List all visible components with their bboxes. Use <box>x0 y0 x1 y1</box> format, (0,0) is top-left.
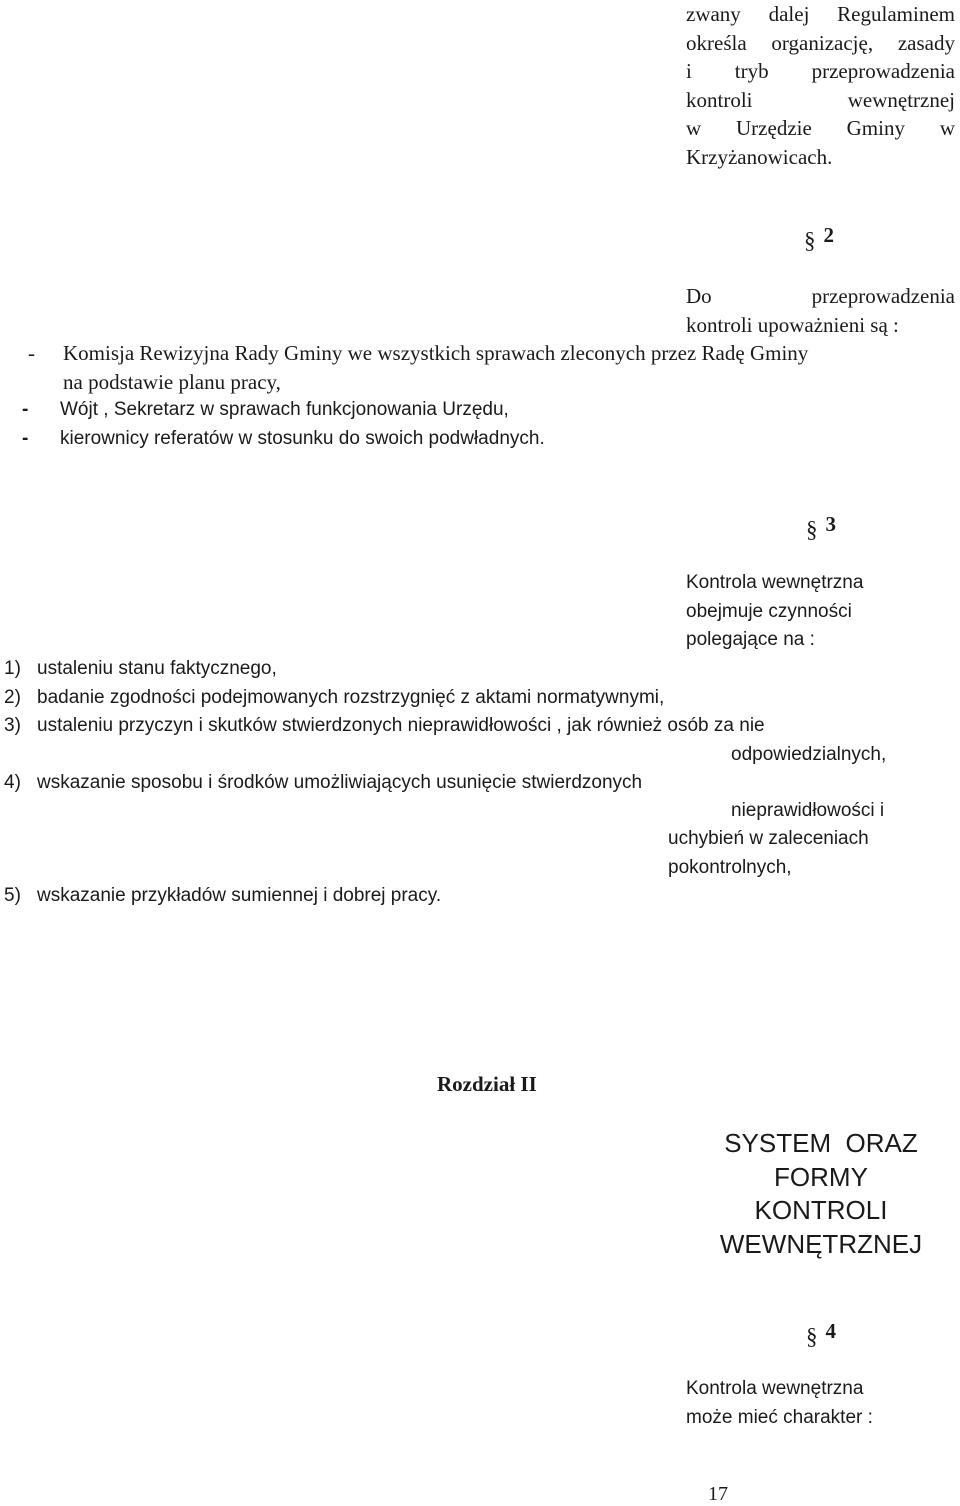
chapter-title-line: KONTROLI <box>754 1195 888 1225</box>
list-number: 2) <box>4 687 21 708</box>
list-dash: - <box>22 428 29 449</box>
lead-line: obejmuje czynności <box>686 600 852 622</box>
chapter-title-line: FORMY <box>774 1161 868 1192</box>
intro-line: zwany dalej Regulaminem <box>686 2 955 26</box>
lead-line: Kontrola wewnętrzna <box>686 1378 864 1399</box>
list-item-text: Komisja Rewizyjna Rady Gminy we wszystkich sprawach zleconych przez Radę Gminy <box>63 341 809 365</box>
section-symbol: § <box>804 228 816 253</box>
section-2-item-2 <box>22 396 952 425</box>
list-number: 5) <box>4 885 21 906</box>
list-item-text: kierownicy referatów w stosunku do swoich podwładnych. <box>60 428 545 449</box>
list-dash: - <box>22 399 29 420</box>
list-item-text: uchybień w zaleceniach <box>668 828 869 849</box>
section-3-item-5 <box>4 882 441 911</box>
page-number: 17 <box>708 1483 728 1505</box>
section-number: 3 <box>825 512 836 536</box>
section-4-lead <box>686 1375 956 1432</box>
section-3-lead <box>686 569 946 655</box>
section-2-lead <box>686 282 955 339</box>
list-dash: - <box>28 341 35 365</box>
chapter-title-line: WEWNĘTRZNEJ <box>719 1228 923 1259</box>
section-3-item-4-continuation <box>731 797 884 826</box>
list-number: 4) <box>4 772 21 793</box>
lead-line: Kontrola wewnętrzna <box>686 572 864 593</box>
list-item-text: Wójt , Sekretarz w sprawach funkcjonowania Urzędu, <box>60 399 509 420</box>
section-3-heading <box>806 511 836 542</box>
section-3-item-3 <box>4 712 765 741</box>
section-3-item-2 <box>4 684 664 713</box>
lead-line: Do przeprowadzenia <box>686 284 955 308</box>
list-item-text: na podstawie planu pracy, <box>63 369 281 394</box>
section-3-item-4 <box>4 769 642 798</box>
lead-line: kontroli upoważnieni są : <box>686 312 899 337</box>
lead-line: polegające na : <box>686 629 815 650</box>
intro-line: kontroli wewnętrznej <box>686 87 955 112</box>
intro-paragraph <box>686 0 955 171</box>
list-item-text: nieprawidłowości i <box>731 800 885 821</box>
intro-line: Krzyżanowicach. <box>686 144 833 169</box>
list-item-text: badanie zgodności podejmowanych rozstrzygnięć z aktami normatywnymi, <box>37 687 665 708</box>
list-item-text: pokontrolnych, <box>668 856 792 878</box>
list-number: 1) <box>4 658 21 679</box>
section-symbol: § <box>806 517 818 542</box>
intro-line: określa organizację, zasady <box>686 30 955 55</box>
section-4-heading <box>806 1318 836 1349</box>
section-2-item-3 <box>22 425 952 454</box>
list-item-text: odpowiedzialnych, <box>731 744 887 765</box>
section-3-item-3-continuation <box>731 741 886 770</box>
list-number: 3) <box>4 715 21 736</box>
list-item-text: wskazanie sposobu i środków umożliwiających usunięcie stwierdzonych <box>37 772 643 793</box>
section-number: 4 <box>825 1319 836 1343</box>
section-2-item-1 <box>28 339 958 396</box>
section-number: 2 <box>823 223 834 247</box>
section-symbol: § <box>806 1324 818 1349</box>
chapter-title <box>706 1127 936 1261</box>
section-3-item-1 <box>4 655 277 684</box>
lead-line: może mieć charakter : <box>686 1406 873 1428</box>
intro-line: w Urzędzie Gminy w <box>686 116 955 140</box>
list-item-text: ustaleniu przyczyn i skutków stwierdzonych nieprawidłowości , jak również osób za nie <box>37 715 765 736</box>
chapter-label: Rozdział II <box>437 1072 537 1096</box>
chapter-title-line: SYSTEM ORAZ <box>724 1128 918 1158</box>
list-item-text: ustaleniu stanu faktycznego, <box>37 658 277 679</box>
list-item-text: wskazanie przykładów sumiennej i dobrej pracy. <box>37 885 442 906</box>
intro-line: i tryb przeprowadzenia <box>686 59 955 83</box>
section-2-heading <box>804 222 834 253</box>
section-3-item-4-continuation <box>668 825 869 882</box>
